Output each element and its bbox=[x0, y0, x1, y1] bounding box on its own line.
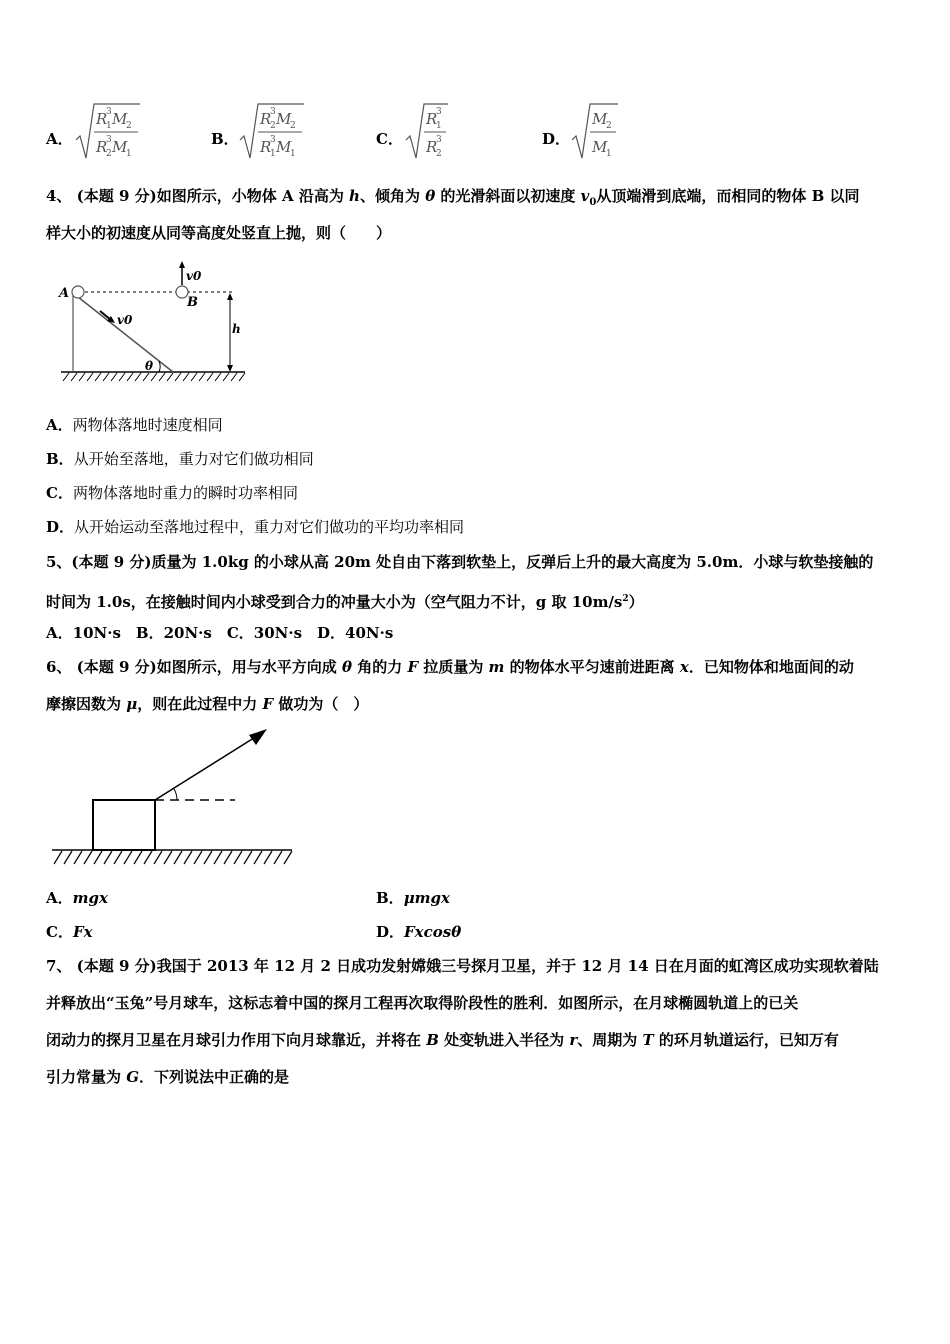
q3-a-den-m-sub: 1 bbox=[126, 149, 132, 159]
q7-var-r: r bbox=[569, 1031, 578, 1049]
q3-d-den-m: M bbox=[592, 138, 608, 156]
q3-option-d bbox=[542, 128, 570, 149]
q3-option-d-formula bbox=[570, 100, 622, 162]
q3-b-den-r: R bbox=[260, 138, 272, 156]
q4-text-d: 从顶端滑到底端，而相同的物体 B 以同 bbox=[596, 187, 860, 205]
q4-ball-a bbox=[72, 286, 84, 298]
q3-b-num-r-sub: 2 bbox=[270, 121, 276, 131]
q6-text-b: 角的力 bbox=[351, 658, 408, 676]
q4-option-d bbox=[46, 517, 464, 537]
q3-a-num-r-sup: 3 bbox=[106, 107, 112, 117]
q6-option-a-text: mgx bbox=[72, 889, 108, 907]
q3-option-d-label: D． bbox=[542, 130, 571, 148]
q3-b-den-m-sub: 1 bbox=[290, 149, 296, 159]
q4-option-a bbox=[46, 415, 223, 435]
q6-var-f2: F bbox=[262, 695, 274, 713]
q6-var-mu: μ bbox=[126, 695, 138, 713]
q3-c-num-r-sub: 1 bbox=[436, 121, 442, 131]
q3-option-a-formula bbox=[74, 100, 144, 162]
q6-option-b-text: μmgx bbox=[403, 889, 450, 907]
q6-option-c-text: Fx bbox=[72, 923, 93, 941]
q4-fig-v0-slope: v0 bbox=[117, 313, 133, 327]
q7-text-b: 处变轨进入半径为 bbox=[438, 1031, 570, 1049]
q7-stem-line4 bbox=[46, 1067, 289, 1087]
q3-c-num-r-sup: 3 bbox=[436, 107, 442, 117]
q4-text-b: 、倾角为 bbox=[359, 187, 426, 205]
q4-fig-theta-label: θ bbox=[145, 359, 154, 373]
q3-b-num-m: M bbox=[276, 110, 292, 128]
q7-var-b: B bbox=[426, 1031, 439, 1049]
q6-option-d-label: D． bbox=[376, 923, 405, 941]
q7-text-e: 引力常量为 bbox=[46, 1068, 127, 1086]
q4-option-b-text: 从开始至落地，重力对它们做功相同 bbox=[73, 450, 314, 468]
q5-stem-line1: 5、(本题 9 分)质量为 1.0kg 的小球从高 20m 处自由下落到软垫上，反弹后上升的最大高度为 5.0m．小球与软垫接触的 bbox=[46, 553, 874, 571]
q3-a-num-m: M bbox=[112, 110, 128, 128]
q3-a-num-r: R bbox=[96, 110, 108, 128]
q7-var-t: T bbox=[642, 1031, 654, 1049]
q3-option-c-formula bbox=[404, 100, 454, 162]
q4-option-d-text: 从开始运动至落地过程中，重力对它们做功的平均功率相同 bbox=[74, 518, 465, 536]
q6-stem-line1 bbox=[46, 657, 854, 677]
q3-a-den-r-sup: 3 bbox=[106, 135, 112, 145]
q4-fig-label-b: B bbox=[187, 295, 198, 310]
q3-c-den-r-sub: 2 bbox=[436, 149, 442, 159]
q3-a-num-r-sub: 1 bbox=[106, 121, 112, 131]
q3-c-den-r-sup: 3 bbox=[436, 135, 442, 145]
q6-text-a: 6、 (本题 9 分)如图所示，用与水平方向成 bbox=[46, 658, 342, 676]
q6-figure bbox=[50, 722, 300, 870]
q4-text-a: 4、 (本题 9 分)如图所示，小物体 A 沿高为 bbox=[46, 187, 350, 205]
q3-a-den-r-sub: 2 bbox=[106, 149, 112, 159]
q4-fig-v0-up: v0 bbox=[186, 269, 202, 283]
q7-text-f: ．下列说法中正确的是 bbox=[139, 1068, 290, 1086]
q4-fig-label-h: h bbox=[232, 322, 241, 336]
q4-fig-label-a: A bbox=[59, 286, 70, 301]
q3-option-c-label: C． bbox=[376, 130, 403, 148]
q3-option-a-label: A． bbox=[46, 130, 73, 148]
q3-b-den-m: M bbox=[276, 138, 292, 156]
q6-option-c bbox=[46, 922, 93, 942]
q3-c-den-r: R bbox=[426, 138, 438, 156]
q6-option-a-label: A． bbox=[46, 889, 73, 907]
q6-option-c-label: C． bbox=[46, 923, 73, 941]
q5-text-b: ） bbox=[628, 593, 644, 611]
q6-text-h: 做功为（ ） bbox=[273, 695, 369, 713]
q6-var-f: F bbox=[407, 658, 419, 676]
q6-stem-line2 bbox=[46, 694, 368, 714]
q3-d-num-m-sub: 2 bbox=[606, 121, 612, 131]
q6-option-b-label: B． bbox=[376, 889, 404, 907]
q4-option-a-text: 两物体落地时速度相同 bbox=[72, 416, 223, 434]
q5-stem-line2 bbox=[46, 589, 644, 612]
q5-text-a: 时间为 1.0s，在接触时间内小球受到合力的冲量大小为（空气阻力不计，g 取 10m/s bbox=[46, 593, 623, 611]
q4-stem-line2: 样大小的初速度从同等高度处竖直上抛，则（ ） bbox=[46, 224, 392, 242]
q4-var-v: v bbox=[580, 187, 590, 205]
q4-option-d-label: D． bbox=[46, 518, 75, 536]
q6-var-m: m bbox=[488, 658, 505, 676]
q7-stem-line2: 并释放出“玉兔”号月球车，这标志着中国的探月工程再次取得阶段性的胜利．如图所示，在月球椭圆轨道上的已关 bbox=[46, 994, 799, 1012]
q7-text-a: 闭动力的探月卫星在月球引力作用下向月球靠近，并将在 bbox=[46, 1031, 427, 1049]
q4-option-b bbox=[46, 449, 314, 469]
q3-d-den-m-sub: 1 bbox=[606, 149, 612, 159]
q4-var-theta: θ bbox=[425, 187, 436, 205]
q4-text-c: 的光滑斜面以初速度 bbox=[435, 187, 581, 205]
q3-option-a bbox=[46, 128, 73, 149]
q7-stem-line1: 7、 (本题 9 分)我国于 2013 年 12 月 2 日成功发射嫦娥三号探月卫星，并于 12 月 14 日在月面的虹湾区成功实现软着陆 bbox=[46, 957, 879, 975]
q6-text-g: ，则在此过程中力 bbox=[137, 695, 263, 713]
q6-text-e: ．已知物体和地面间的动 bbox=[688, 658, 854, 676]
q6-var-theta: θ bbox=[341, 658, 352, 676]
q4-option-a-label: A． bbox=[46, 416, 73, 434]
q3-a-den-m: M bbox=[112, 138, 128, 156]
q6-option-d bbox=[376, 922, 461, 942]
q7-var-g: G bbox=[126, 1068, 140, 1086]
q4-figure bbox=[55, 255, 255, 385]
q3-b-num-r: R bbox=[260, 110, 272, 128]
q6-block bbox=[93, 800, 155, 850]
q7-text-d: 的环月轨道运行，已知万有 bbox=[653, 1031, 839, 1049]
q7-text-c: 、周期为 bbox=[577, 1031, 643, 1049]
q5-sup: 2 bbox=[622, 594, 629, 604]
q6-text-f: 摩擦因数为 bbox=[46, 695, 127, 713]
q3-option-c bbox=[376, 128, 403, 149]
q4-option-c-label: C． bbox=[46, 484, 73, 502]
q6-var-x: x bbox=[679, 658, 689, 676]
q4-var-h: h bbox=[349, 187, 360, 205]
q3-c-num-r: R bbox=[426, 110, 438, 128]
q6-option-d-text: Fxcosθ bbox=[404, 923, 462, 941]
q3-option-b-label: B． bbox=[211, 130, 239, 148]
q4-option-b-label: B． bbox=[46, 450, 74, 468]
q3-b-num-m-sub: 2 bbox=[290, 121, 296, 131]
q4-stem-line1 bbox=[46, 186, 859, 213]
q4-option-c bbox=[46, 483, 298, 503]
q6-text-d: 的物体水平匀速前进距离 bbox=[504, 658, 680, 676]
q3-a-den-r: R bbox=[96, 138, 108, 156]
q4-var-v-sub: 0 bbox=[589, 197, 597, 208]
q3-a-num-m-sub: 2 bbox=[126, 121, 132, 131]
q4-option-c-text: 两物体落地时重力的瞬时功率相同 bbox=[72, 484, 298, 502]
q6-option-a bbox=[46, 888, 108, 908]
q3-d-num-m: M bbox=[592, 110, 608, 128]
q3-option-b-formula bbox=[238, 100, 308, 162]
q3-b-num-r-sup: 3 bbox=[270, 107, 276, 117]
q3-option-b bbox=[211, 128, 239, 149]
q5-options: A．10N·s B．20N·s C．30N·s D．40N·s bbox=[46, 624, 394, 642]
q6-text-c: 拉质量为 bbox=[418, 658, 489, 676]
q3-b-den-r-sub: 1 bbox=[270, 149, 276, 159]
q6-option-b bbox=[376, 888, 450, 908]
q3-b-den-r-sup: 3 bbox=[270, 135, 276, 145]
q7-stem-line3 bbox=[46, 1030, 839, 1050]
